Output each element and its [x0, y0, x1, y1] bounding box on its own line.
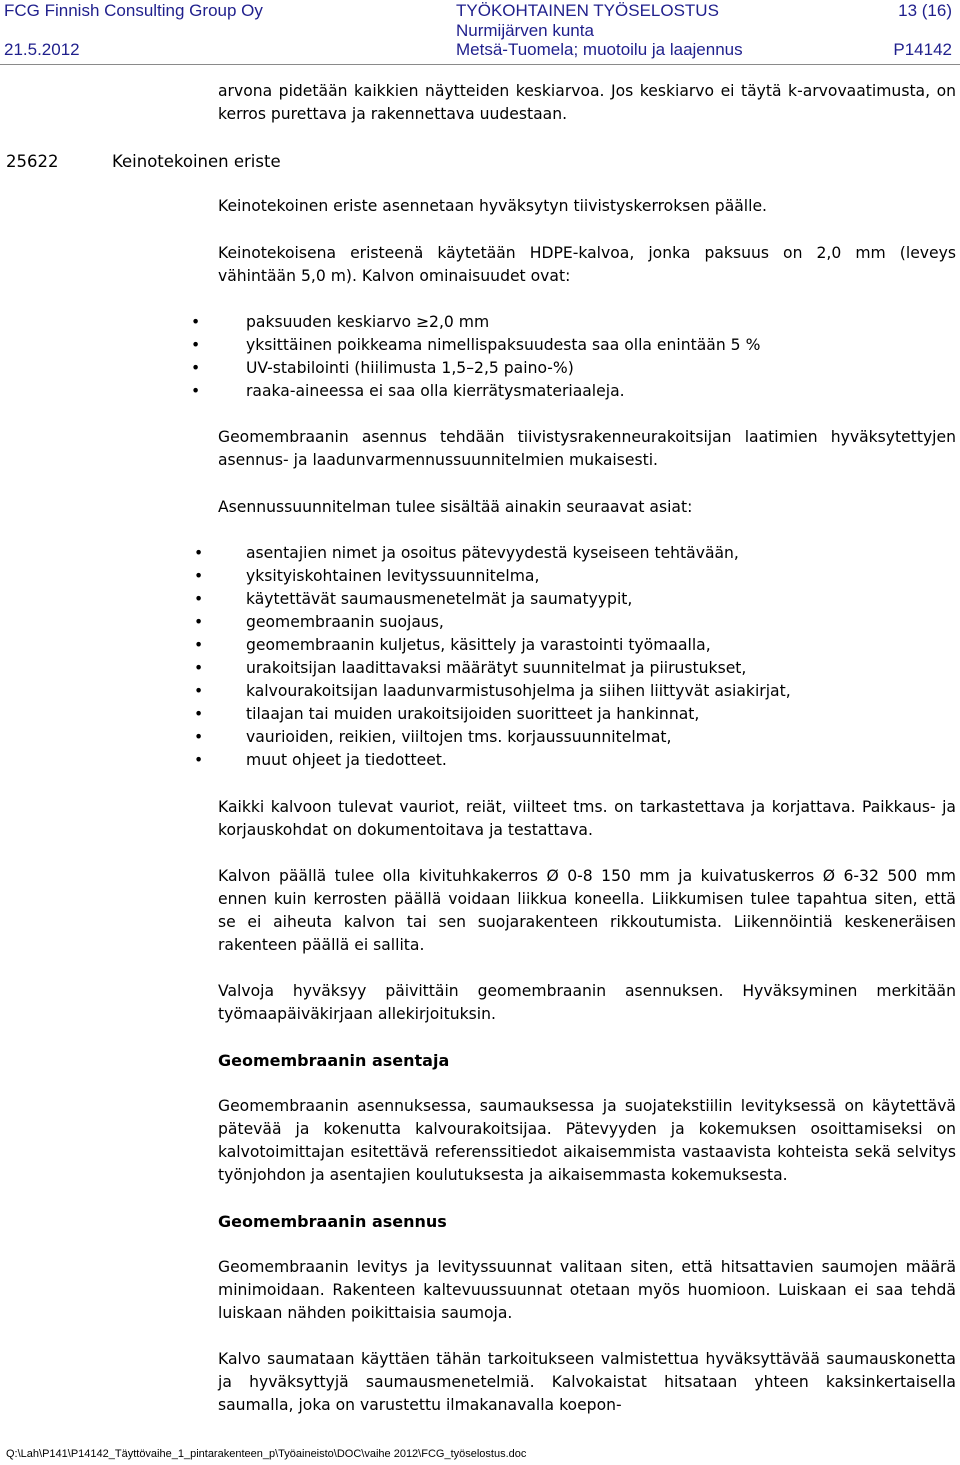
- list-item: • käytettävät saumausmenetelmät ja saumatyypit,: [218, 588, 956, 611]
- property-list: [191, 311, 956, 403]
- list-item: • kalvourakoitsijan laadunvarmistusohjelma ja siihen liittyvät asiakirjat,: [218, 680, 956, 703]
- paragraph: Keinotekoinen eriste asennetaan hyväksytyn tiivistyskerroksen päälle.: [218, 197, 768, 215]
- header-rule: [0, 64, 960, 65]
- footer-file-path: Q:\Lah\P141\P14142_Täyttövaihe_1_pintarakenteen_p\Työaineisto\DOC\vaihe 2012\FCG_työselostus.doc: [6, 1448, 527, 1460]
- bullet-icon: •: [191, 313, 201, 331]
- list-item: • paksuuden keskiarvo ≥2,0 mm: [218, 311, 956, 334]
- subheading-installer: Geomembraanin asentaja: [218, 1051, 450, 1070]
- list-item: • urakoitsijan laadittavaksi määrätyt suunnitelmat ja piirustukset,: [218, 657, 956, 680]
- subheading-installation: Geomembraanin asennus: [218, 1212, 447, 1231]
- bullet-icon: •: [194, 751, 204, 769]
- section-title: Keinotekoinen eriste: [112, 152, 281, 171]
- list-item: • geomembraanin suojaus,: [218, 611, 956, 634]
- header-doc-title: TYÖKOHTAINEN TYÖSELOSTUS: [456, 1, 719, 20]
- bullet-icon: •: [194, 705, 204, 723]
- bullet-icon: •: [194, 567, 204, 585]
- header-project-number: P14142: [893, 40, 952, 59]
- bullet-icon: •: [194, 613, 204, 631]
- bullet-icon: •: [194, 636, 204, 654]
- bullet-icon: •: [191, 336, 201, 354]
- plan-contents-list: [194, 542, 956, 772]
- header-project: Metsä-Tuomela; muotoilu ja laajennus: [456, 40, 743, 59]
- bullet-icon: •: [194, 728, 204, 746]
- section-number: 25622: [6, 152, 59, 171]
- bullet-icon: •: [194, 659, 204, 677]
- list-item: • vaurioiden, reikien, viiltojen tms. korjaussuunnitelmat,: [218, 726, 956, 749]
- header-municipality: Nurmijärven kunta: [456, 21, 594, 40]
- bullet-icon: •: [194, 590, 204, 608]
- paragraph: Geomembraanin asennus tehdään tiivistysrakenneurakoitsijan laatimien hyväksytettyjen asennus- ja laadunvarmennussuunnitelmien mukaisesti.: [218, 428, 956, 469]
- list-item: • yksittäinen poikkeama nimellispaksuudesta saa olla enintään 5 %: [218, 334, 956, 357]
- list-item: • tilaajan tai muiden urakoitsijoiden suoritteet ja hankinnat,: [218, 703, 956, 726]
- header-page-number: 13 (16): [898, 1, 952, 20]
- list-item: • geomembraanin kuljetus, käsittely ja varastointi työmaalla,: [218, 634, 956, 657]
- bullet-icon: •: [191, 382, 201, 400]
- bullet-icon: •: [194, 544, 204, 562]
- header-date: 21.5.2012: [4, 40, 80, 59]
- paragraph: Geomembraanin levitys ja levityssuunnat valitaan siten, että hitsattavien saumojen määrä minimoidaan. Rakenteen kaltevuussuunnat otetaan myös huomioon. Luiskaan ei saa tehdä luiskaan nähden poikittaisia saumoja.: [218, 1258, 956, 1322]
- bullet-icon: •: [194, 682, 204, 700]
- paragraph: Keinotekoisena eristeenä käytetään HDPE-kalvoa, jonka paksuus on 2,0 mm (leveys vähintään 5,0 m). Kalvon ominaisuudet ovat:: [218, 244, 956, 285]
- paragraph: Asennussuunnitelman tulee sisältää ainakin seuraavat asiat:: [218, 498, 693, 516]
- list-item: • asentajien nimet ja osoitus pätevyydestä kyseiseen tehtävään,: [218, 542, 956, 565]
- body-text: [191, 80, 956, 1417]
- header-company: FCG Finnish Consulting Group Oy: [4, 1, 263, 20]
- list-item: • UV-stabilointi (hiilimusta 1,5–2,5 paino-%): [218, 357, 956, 380]
- paragraph: Geomembraanin asennuksessa, saumauksessa ja suojatekstiilin levityksessä on käytettävä pätevää ja kokenutta kalvourakoitsijaa. Pätevyyden ja kokemuksen osoittamiseksi on kalvotoimittajan esitettävä referenssitiedot aikaisemmista vastaavista kohteista sekä selvitys työnjohdon ja asentajien koulutuksesta ja aikaisemmasta kokemuksesta.: [218, 1097, 956, 1184]
- bullet-icon: •: [191, 359, 201, 377]
- paragraph: Kalvo saumataan käyttäen tähän tarkoitukseen valmistettua hyväksyttävää saumauskonetta ja hyväksyttyjä saumausmenetelmiä. Kalvokaistat hitsataan yhteen kaksinkertaisella saumalla, joka on varustettu ilmakanavalla koepon-: [218, 1350, 956, 1414]
- paragraph: Kalvon päällä tulee olla kivituhkakerros Ø 0-8 150 mm ja kuivatuskerros Ø 6-32 500 mm ennen kuin kerrosten päällä voidaan liikkua koneella. Liikkumisen tulee tapahtua siten, että se ei aiheuta kalvon tai sen suojarakenteen rikkoutumista. Liikennöintiä keskeneräisen rakenteen päällä ei sallita.: [218, 867, 956, 954]
- list-item: • yksityiskohtainen levityssuunnitelma,: [218, 565, 956, 588]
- paragraph: arvona pidetään kaikkien näytteiden keskiarvoa. Jos keskiarvo ei täytä k-arvovaatimusta, on kerros purettava ja rakennettava uudestaan.: [218, 82, 956, 123]
- list-item: • raaka-aineessa ei saa olla kierrätysmateriaaleja.: [218, 380, 956, 403]
- paragraph: Kaikki kalvoon tulevat vauriot, reiät, viilteet tms. on tarkastettava ja korjattava. Paikkaus- ja korjauskohdat on dokumentoitava ja testattava.: [218, 798, 956, 839]
- list-item: • muut ohjeet ja tiedotteet.: [218, 749, 956, 772]
- paragraph: Valvoja hyväksyy päivittäin geomembraanin asennuksen. Hyväksyminen merkitään työmaapäiväkirjaan allekirjoituksin.: [218, 982, 956, 1023]
